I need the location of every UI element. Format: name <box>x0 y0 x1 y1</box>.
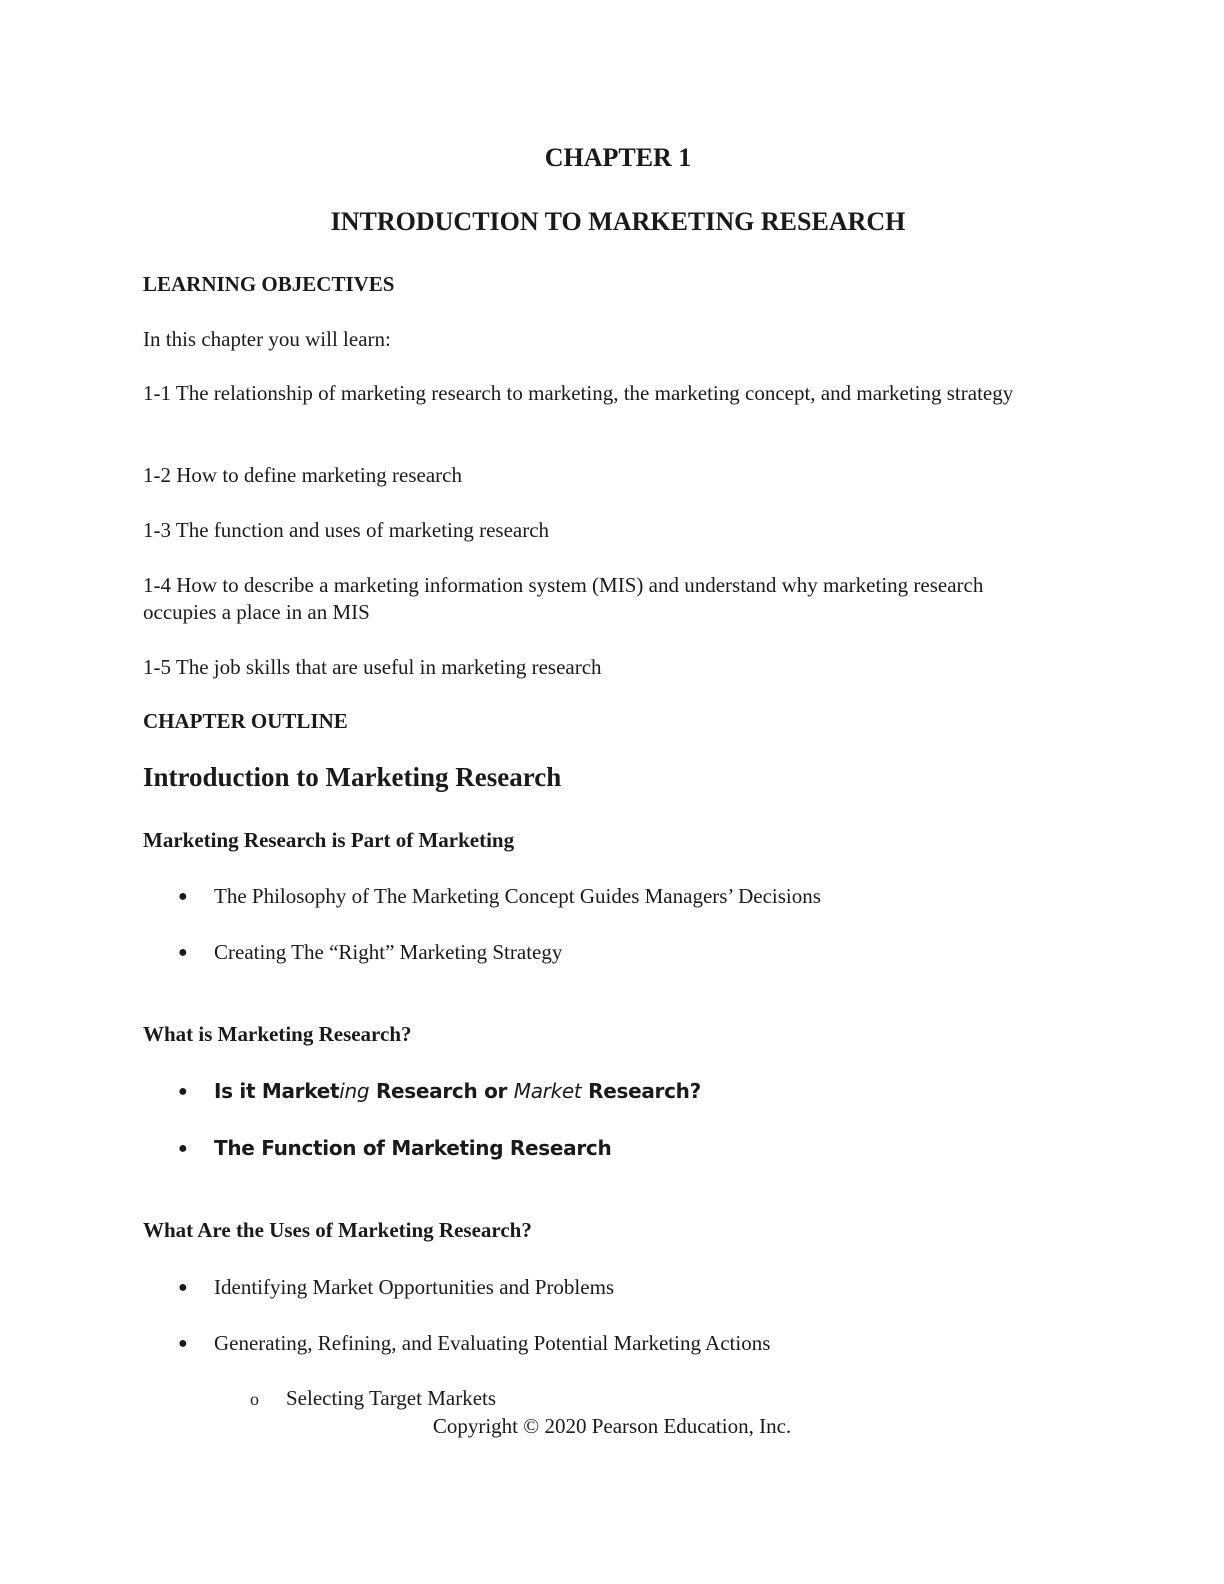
bullet-icon: ● <box>178 1140 188 1157</box>
bullet-icon: ● <box>178 1083 188 1100</box>
list-item-text: The Philosophy of The Marketing Concept Guides Managers’ Decisions <box>214 884 821 908</box>
list-item-text: Is it Marketing Research or Market Research? <box>214 1079 701 1103</box>
objective-1-2: 1-2 How to define marketing research <box>143 463 462 487</box>
section-heading-uses-of-marketing-research: What Are the Uses of Marketing Research? <box>143 1218 532 1242</box>
bullet-icon: ● <box>178 888 188 905</box>
hollow-bullet-icon: o <box>250 1389 259 1409</box>
list-item-text: The Function of Marketing Research <box>214 1136 612 1160</box>
objective-1-4: 1-4 How to describe a marketing information system (MIS) and understand why marketing research occupies a place in an MIS <box>143 573 984 624</box>
bullet-icon: ● <box>178 1335 188 1352</box>
sub-list-item-text: Selecting Target Markets <box>286 1386 497 1410</box>
chapter-outline-heading: CHAPTER OUTLINE <box>143 709 348 733</box>
bullet-icon: ● <box>178 1279 188 1296</box>
section-heading-what-is-marketing-research: What is Marketing Research? <box>143 1022 412 1046</box>
list-item-text: Identifying Market Opportunities and Problems <box>214 1275 615 1299</box>
list-item-text: Creating The “Right” Marketing Strategy <box>214 940 563 964</box>
copyright-footer: Copyright © 2020 Pearson Education, Inc. <box>432 1414 792 1438</box>
list-item <box>178 1274 614 1301</box>
bullet-icon: ● <box>178 944 188 961</box>
list-item <box>178 883 821 910</box>
list-item <box>178 1078 701 1105</box>
learning-objectives-heading: LEARNING OBJECTIVES <box>143 272 395 296</box>
list-item <box>178 939 562 966</box>
objective-1-1: 1-1 The relationship of marketing research to marketing, the marketing concept, and marketing strategy <box>143 381 1014 405</box>
chapter-number: CHAPTER 1 <box>544 143 692 172</box>
objective-1-5: 1-5 The job skills that are useful in marketing research <box>143 655 602 679</box>
sub-list-item <box>250 1385 496 1413</box>
chapter-title: INTRODUCTION TO MARKETING RESEARCH <box>330 207 906 236</box>
outline-main-heading: Introduction to Marketing Research <box>143 762 562 792</box>
list-item-text: Generating, Refining, and Evaluating Potential Marketing Actions <box>214 1331 771 1355</box>
section-heading-part-of-marketing: Marketing Research is Part of Marketing <box>143 828 515 852</box>
list-item <box>178 1330 770 1357</box>
objectives-intro: In this chapter you will learn: <box>143 327 391 351</box>
objective-1-3: 1-3 The function and uses of marketing research <box>143 518 550 542</box>
list-item <box>178 1135 611 1162</box>
